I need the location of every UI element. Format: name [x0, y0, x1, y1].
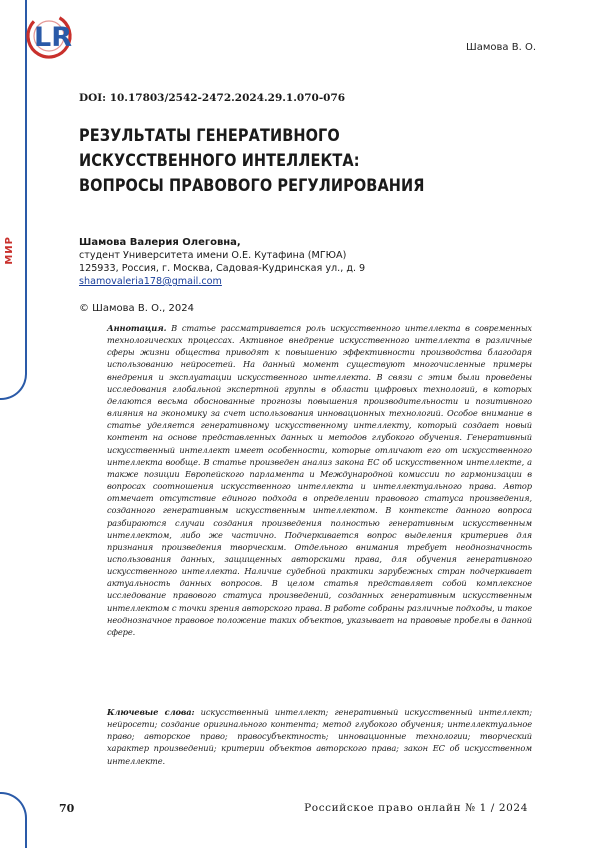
abstract-text: В статье рассматривается роль искусственного интеллекта в современных технологических процессах. Активное внедрение искусственного интеллекта в различные сферы жизни общества приводят к повышению эффективности производства благодаря использованию нейросетей. На данный момент существуют многочисленные примеры внедрения и эксплуатации искусственного интеллекта. В связи с этим были проведены исследования глобальной экспертной группы в области цифровых технологий, в которых делаются весьма обоснованные прогнозы повышения производительности и позитивного влияния на экономику за счет использования инновационных технологий. Особое внимание в статье уделяется генеративному искусственному интеллекту, который создает новый контент на основе представленных данных и методов глубокого обучения. Генеративный искусственный интеллект имеет особенности, которые отличают его от искусственного интеллекта вообще. В статье произведен анализ закона ЕС об искусственном интеллекте, а также позиции Европейского парламента и Международной комиссии по гармонизации в вопросах соотношения искусственного интеллекта и интеллектуального права. Автор отмечает отсутствие единого подхода в определении правового статуса произведения, созданного генеративным искусственным интеллектом. В контексте данного вопроса разбираются случаи создания произведения полностью генеративным искусственным интеллектом, либо же частично. Подчеркивается вопрос выделения критериев для признания произведения творческим. Отдельного внимания требует неоднозначность использования данных, защищенных авторскими права, для обучения генеративного искусственного интеллекта. Наличие судебной практики зарубежных стран подчеркивает актуальность данных вопросов. В целом статья представляет собой комплексное исследование правового статуса произведений, созданных генеративным искусственным интеллектом с точки зрения авторского права. В работе собраны различные подходы, и такое неоднозначное правовое положение таких объектов, указывает на правовые пробелы в данной сфере.	[107, 323, 532, 637]
running-head: Шамова В. О.	[466, 42, 536, 53]
keywords-text: искусственный интеллект; генеративный искусственный интеллект; нейросети; создание оригинального контента; метод глубокого обучения; интеллектуальное право; авторское право; правосубъектность; инновационные технологии; творческий характер произведений; критерии объектов авторского права; закон ЕС об искусственном интеллекте.	[107, 707, 532, 766]
doi: DOI: 10.17803/2542-2472.2024.29.1.070-076	[79, 92, 346, 104]
journal-logo	[20, 10, 76, 62]
title-line: ВОПРОСЫ ПРАВОВОГО РЕГУЛИРОВАНИЯ	[79, 176, 425, 195]
page-number: 70	[59, 802, 75, 815]
abstract	[107, 322, 532, 638]
keywords-label: Ключевые слова:	[107, 707, 195, 717]
author-email-link[interactable]: shamovaleria178@gmail.com	[79, 276, 222, 287]
copyright: © Шамова В. О., 2024	[79, 303, 194, 314]
keywords	[107, 706, 532, 767]
author-block	[79, 236, 519, 288]
section-label: МИР	[4, 236, 15, 265]
author-address: 125933, Россия, г. Москва, Садовая-Кудринская ул., д. 9	[79, 263, 366, 274]
journal-footer: Российское право онлайн № 1 / 2024	[304, 802, 528, 814]
article-title	[79, 123, 466, 198]
author-affiliation: студент Университета имени О.Е. Кутафина (МГЮА)	[79, 250, 347, 261]
abstract-label: Аннотация.	[107, 323, 167, 333]
title-line: ИСКУССТВЕННОГО ИНТЕЛЛЕКТА:	[79, 151, 360, 170]
left-rail-bottom	[0, 792, 27, 848]
logo-letters: LR	[34, 22, 72, 53]
author-name: Шамова Валерия Олеговна,	[79, 237, 241, 248]
title-line: РЕЗУЛЬТАТЫ ГЕНЕРАТИВНОГО	[79, 126, 340, 145]
